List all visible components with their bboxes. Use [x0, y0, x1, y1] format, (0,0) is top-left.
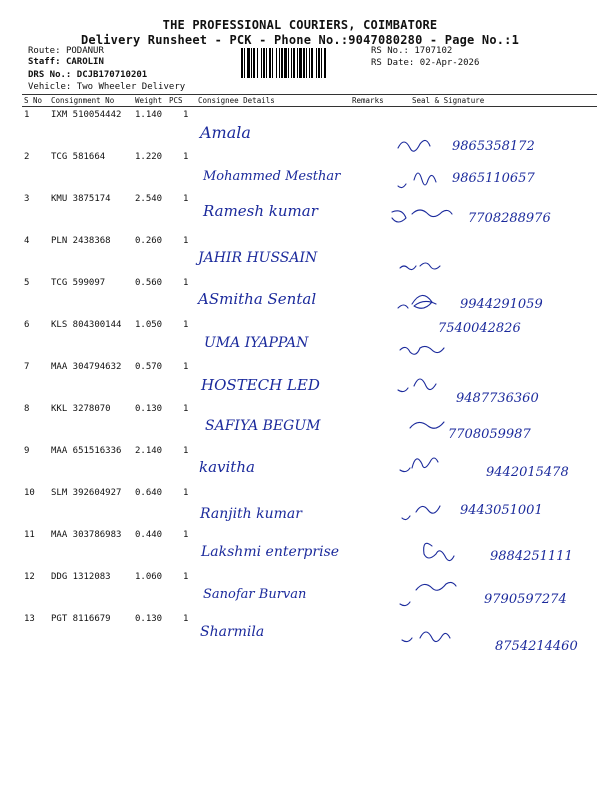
- table-row: [22, 530, 597, 572]
- cell-sno: 11: [24, 530, 35, 540]
- rs-no-label: RS No.:: [371, 46, 409, 56]
- cell-pcs: 1: [183, 404, 189, 414]
- route-label: Route:: [28, 46, 61, 56]
- cell-pcs: 1: [183, 614, 189, 624]
- cell-sno: 7: [24, 362, 30, 372]
- consignee-handwriting: ASmitha Sental: [198, 290, 317, 308]
- seal-phone-handwriting: 8754214460: [495, 639, 578, 654]
- consignee-handwriting: Ranjith kumar: [200, 506, 302, 522]
- cell-weight: 0.640: [135, 488, 163, 498]
- cell-consignment: TCG 599097: [51, 278, 106, 288]
- cell-pcs: 1: [183, 110, 189, 120]
- cell-sno: 6: [24, 320, 30, 330]
- cell-sno: 9: [24, 446, 30, 456]
- cell-weight: 2.140: [135, 446, 163, 456]
- cell-sno: 1: [24, 110, 30, 120]
- cell-sno: 5: [24, 278, 30, 288]
- table-row: [22, 278, 597, 320]
- table-row: [22, 236, 597, 278]
- consignee-handwriting: JAHIR HUSSAIN: [198, 250, 318, 266]
- cell-pcs: 1: [183, 194, 189, 204]
- rs-no-line: [371, 46, 452, 57]
- cell-sno: 12: [24, 572, 35, 582]
- cell-sno: 4: [24, 236, 30, 246]
- cell-weight: 0.560: [135, 278, 163, 288]
- cell-consignment: IXM 510054442: [51, 110, 122, 120]
- consignee-handwriting: Amala: [200, 123, 251, 142]
- cell-consignment: MAA 651516336: [51, 446, 122, 456]
- col-consignee: Consignee Details: [198, 96, 275, 105]
- cell-pcs: 1: [183, 572, 189, 582]
- cell-weight: 1.140: [135, 110, 163, 120]
- seal-phone-handwriting: 9944291059: [460, 297, 543, 312]
- cell-weight: 0.130: [135, 614, 163, 624]
- vehicle-line: [28, 82, 185, 93]
- table-row: [22, 362, 597, 404]
- vehicle-value: Two Wheeler Delivery: [76, 82, 186, 92]
- route-line: [28, 46, 104, 57]
- cell-weight: 1.060: [135, 572, 163, 582]
- seal-phone-handwriting: 9443051001: [460, 503, 543, 518]
- cell-weight: 2.540: [135, 194, 163, 204]
- drs-line: [28, 70, 147, 81]
- rs-date-label: RS Date:: [371, 58, 415, 68]
- col-sno: S No: [24, 96, 43, 105]
- cell-weight: 0.570: [135, 362, 163, 372]
- cell-pcs: 1: [183, 362, 189, 372]
- route-value: PODANUR: [65, 46, 104, 56]
- cell-weight: 0.440: [135, 530, 163, 540]
- cell-pcs: 1: [183, 152, 189, 162]
- cell-pcs: 1: [183, 320, 189, 330]
- cell-sno: 13: [24, 614, 35, 624]
- drs-value: DCJB170710201: [76, 70, 148, 80]
- consignee-handwriting: Ramesh kumar: [203, 202, 318, 220]
- col-weight: Weight: [135, 96, 163, 105]
- consignee-handwriting: Sanofar Burvan: [203, 587, 307, 602]
- cell-sno: 2: [24, 152, 30, 162]
- drs-label: DRS No.:: [28, 70, 72, 80]
- cell-consignment: PLN 2438368: [51, 236, 111, 246]
- seal-phone-handwriting: 7540042826: [438, 321, 521, 336]
- seal-phone-handwriting: 7708059987: [448, 427, 531, 442]
- consignee-handwriting: Sharmila: [200, 624, 265, 640]
- table-row: [22, 572, 597, 614]
- col-remarks: Remarks: [352, 96, 384, 105]
- table-row: [22, 320, 597, 362]
- seal-phone-handwriting: 9442015478: [486, 465, 569, 480]
- seal-phone-handwriting: 9865358172: [452, 139, 535, 154]
- cell-consignment: KKL 3278070: [51, 404, 111, 414]
- seal-phone-handwriting: 9884251111: [490, 549, 573, 564]
- table-row: [22, 614, 597, 656]
- seal-phone-handwriting: 9865110657: [452, 171, 535, 186]
- cell-pcs: 1: [183, 446, 189, 456]
- cell-weight: 0.260: [135, 236, 163, 246]
- seal-phone-handwriting: 7708288976: [468, 211, 551, 226]
- cell-consignment: KLS 804300144: [51, 320, 122, 330]
- consignee-handwriting: UMA IYAPPAN: [204, 335, 309, 351]
- rs-date-line: [371, 58, 479, 69]
- cell-pcs: 1: [183, 530, 189, 540]
- vehicle-label: Vehicle:: [28, 82, 72, 92]
- col-seal: Seal & Signature: [412, 96, 485, 105]
- barcode-image: [241, 48, 365, 78]
- consignee-handwriting: SAFIYA BEGUM: [205, 418, 321, 434]
- header-bottom-rule: [22, 106, 597, 107]
- col-pcs: PCS: [169, 96, 183, 105]
- cell-consignment: DDG 1312083: [51, 572, 111, 582]
- cell-sno: 10: [24, 488, 35, 498]
- cell-weight: 1.050: [135, 320, 163, 330]
- cell-weight: 1.220: [135, 152, 163, 162]
- consignee-handwriting: HOSTECH LED: [201, 376, 320, 394]
- table-row: [22, 404, 597, 446]
- table-row: [22, 194, 597, 236]
- seal-phone-handwriting: 9790597274: [484, 592, 567, 607]
- cell-consignment: MAA 304794632: [51, 362, 122, 372]
- cell-pcs: 1: [183, 488, 189, 498]
- cell-weight: 0.130: [135, 404, 163, 414]
- table-row: [22, 446, 597, 488]
- table-row: [22, 110, 597, 152]
- consignee-handwriting: Lakshmi enterprise: [201, 544, 340, 560]
- cell-consignment: PGT 8116679: [51, 614, 111, 624]
- consignee-handwriting: Mohammed Mesthar: [203, 169, 341, 184]
- cell-consignment: MAA 303786983: [51, 530, 122, 540]
- seal-phone-handwriting: 9487736360: [456, 391, 539, 406]
- staff-value: CAROLIN: [65, 57, 104, 67]
- cell-consignment: SLM 392604927: [51, 488, 122, 498]
- col-consignment: Consignment No: [51, 96, 115, 105]
- table-row: [22, 488, 597, 530]
- cell-pcs: 1: [183, 278, 189, 288]
- consignee-handwriting: kavitha: [199, 458, 255, 476]
- table-row: [22, 152, 597, 194]
- rs-date-value: 02-Apr-2026: [419, 58, 480, 68]
- cell-consignment: KMU 3875174: [51, 194, 111, 204]
- staff-label: Staff:: [28, 57, 61, 67]
- cell-sno: 3: [24, 194, 30, 204]
- runsheet-subtitle: Delivery Runsheet - PCK - Phone No.:9047080280 - Page No.:1: [80, 33, 520, 47]
- company-title: THE PROFESSIONAL COURIERS, COIMBATORE: [162, 18, 438, 32]
- cell-consignment: TCG 581664: [51, 152, 106, 162]
- cell-pcs: 1: [183, 236, 189, 246]
- rs-no-value: 1707102: [414, 46, 453, 56]
- cell-sno: 8: [24, 404, 30, 414]
- staff-line: [28, 57, 104, 68]
